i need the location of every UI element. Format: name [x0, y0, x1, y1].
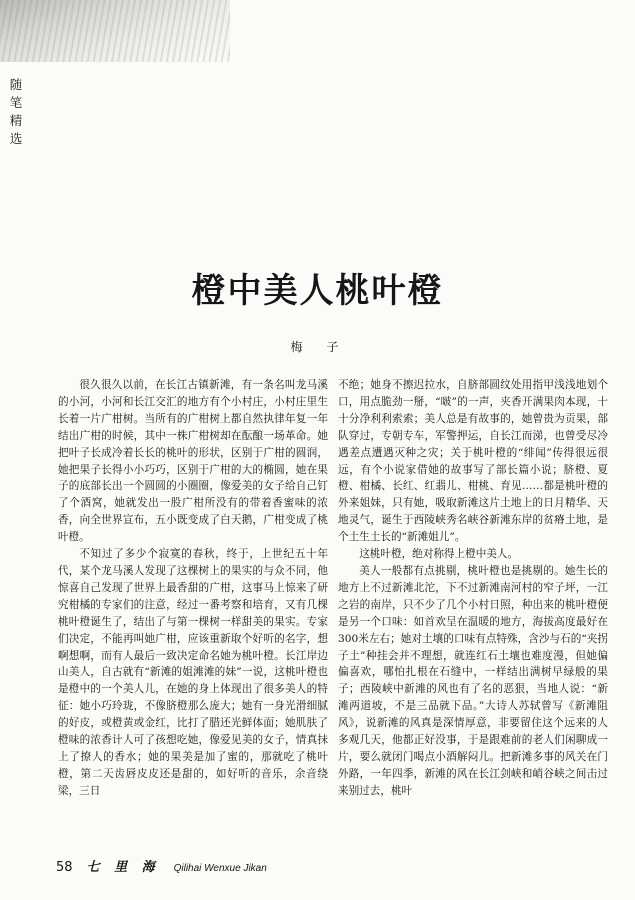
- paragraph: 不绝；她身不擦迟拉水，自脐部圆纹处用指甲浅浅地划个口，用点脆劲一掰，“啵”的一声，夹香开满果肉本现，十十分净利利索索；美人总是有故事的，她曾贵为贡果，部队穿过，专朝专车，军警押运，自长江而涕，也曾受尽冷遇差点遭遇灭种之灾；关于桃叶橙的“绯闻”传得很远很远，有个小说家借她的故事写了部长篇小说；脐橙、夏橙、柑橘、长红、红翡儿、柑桃、育见……都是桃叶橙的外来姐妹，只有她，吸取新滩这片土地上的日月精华、天地灵气，诞生于西陵峡秀名峡谷新滩东岸的贫瘠土地，是个土生土长的“新滩姐儿”。: [338, 379, 608, 544]
- paragraph: 这桃叶橙，绝对称得上橙中美人。: [359, 548, 519, 561]
- paragraph: 很久很久以前，在长江古镇新滩，有一条名叫龙马溪的小河，小河和长江交汇的地方有个小村庄，小村庄里生长着一片广柑树。当所有的广柑树上都自然执律年复一年结出广柑的时候，其中一株广柑树却在酝酿一场革命。她把叶子长成冷着长长的桃叶的形状，区别于广柑的圆润，她把果子长得小小巧巧，区别于广柑的大的椭圆，她在果子的底部长出一个圆圆的小圈圈，像爱美的女子给自己钉了个酒窝，她就发出一股广柑所没有的带着香蜜味的浓香，向全世界宣布，五小既变成了白天鹅，广柑变成了桃叶橙。: [58, 379, 328, 544]
- section-label-char: 随: [9, 77, 23, 92]
- section-label-char: 笔: [9, 95, 23, 110]
- left-text-column: [58, 377, 328, 800]
- paragraph: 不知过了多少个寂寞的春秋，终于，上世纪五十年代，某个龙马溪人发现了这棵树上的果实的与众不同，他惊喜自己发现了世界上最香甜的广柑，这事马上惊来了研究柑橘的专家们的注意，经过一番考察和培育，又有几棵桃叶橙诞生了，结出了与第一棵树一样甜美的果实。专家们决定，不能再叫她广柑，应该重新取个好听的名字，想啊想啊，而有人最后一致决定命名她为桃叶橙。长江岸边山美人，自古就有“新滩的姐滩滩的妹”一说，这桃叶橙也是橙中的一个美人儿，在她的身上体现出了很多美人的特征：她小巧玲珑，不像脐橙那么庞大；她有一身光滑细腻的好皮，或橙黄或金红，比打了腊还光鲜体面；她肌肤了橙味的浓香计人可了孩想吃她，像爱见美的女子，情真抹上了撩人的香水；她的果美是加了蜜的，那就吃了桃叶橙，第二天齿唇皮皮还是甜的，如好听的音乐，余音绕梁，三日: [58, 548, 328, 797]
- section-label-char: 选: [9, 131, 23, 146]
- section-label-char: 精: [9, 113, 23, 128]
- magazine-pinyin: Qilihai Wenxue Jikan: [173, 863, 267, 874]
- section-label: [8, 76, 24, 148]
- right-text-column: [338, 377, 608, 800]
- page-footer: [56, 856, 267, 875]
- author-name: 梅 子: [290, 340, 345, 354]
- magazine-name: 七 里 海: [86, 860, 160, 875]
- page-number: 58: [56, 860, 73, 875]
- article-title: 橙中美人桃叶橙: [191, 270, 444, 311]
- paragraph: 美人一般都有点挑剔，桃叶橙也是挑剔的。她生长的地方上不过新滩北沱，下不过新滩南河村的窄子坪，一江之岩的南岸，只不少了几个小村日照，种出来的桃叶橙便是另一个口味：如首欢呈在温暖的地方，海拔高度最好在300米左右；她对土壤的口味有点特殊，含沙与石的“夹拐子土”种挂会并不理想，就连红石土壤也难度漫，但她偏偏喜欢，哪怕扎根在石缝中，一样结出满树早绿般的果子；西陵峡中新滩的风也有了名的恶狠，当地人说：“新滩两道坡，不是三品就下品。”大诗人苏轼曾写《新滩阻风》，说新滩的风真是深情厚意，非要留住这个远来的人多观几天，他都正好没事，于是跟难前的老人们闲聊成一片，要么就闭门喝点小酒解闷儿。把新滩多事的风关在门外路，一年四季，新滩的风在长江剑峡和峭谷峡之间击过来别过去，桃叶: [338, 564, 608, 797]
- header-decoration: [0, 0, 230, 62]
